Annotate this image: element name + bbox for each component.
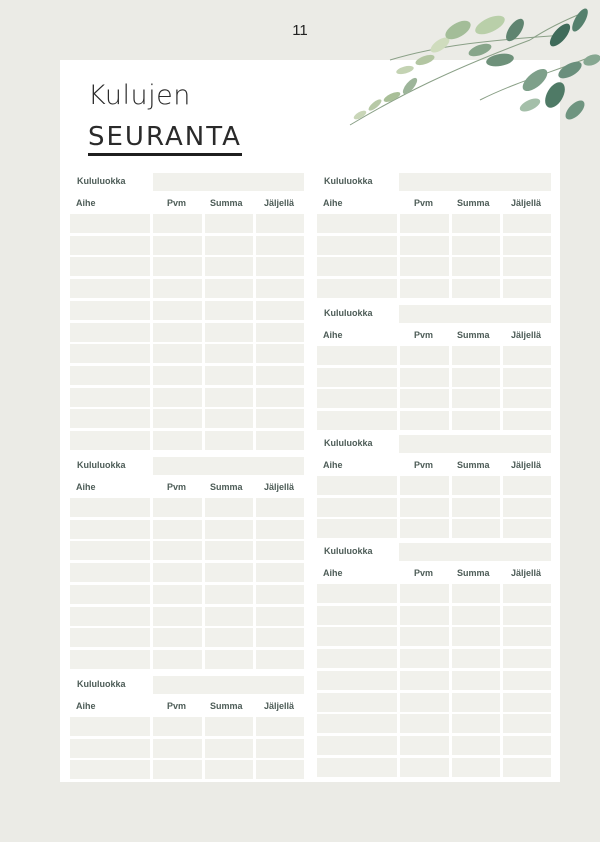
amount-cell[interactable] (452, 714, 500, 733)
category-row (317, 305, 551, 323)
date-cell[interactable] (153, 650, 202, 669)
date-cell[interactable] (153, 409, 202, 428)
table-row (70, 431, 304, 450)
category-label: Kululuokka (77, 176, 126, 186)
date-cell[interactable] (153, 366, 202, 385)
category-input[interactable] (399, 305, 551, 323)
amount-cell[interactable] (452, 736, 500, 755)
amount-cell[interactable] (452, 279, 500, 298)
amount-cell[interactable] (205, 520, 253, 539)
table-row (317, 758, 551, 777)
remaining-cell[interactable] (256, 498, 304, 517)
table-row (317, 671, 551, 690)
date-cell[interactable] (400, 368, 449, 387)
amount-cell[interactable] (205, 301, 253, 320)
amount-cell[interactable] (452, 346, 500, 365)
table-row (317, 346, 551, 365)
date-cell[interactable] (153, 214, 202, 233)
subject-cell[interactable] (317, 279, 397, 298)
amount-cell[interactable] (205, 717, 253, 736)
page-title-line1: Kulujen (88, 80, 191, 111)
table-row (70, 650, 304, 669)
subject-cell[interactable] (317, 758, 397, 777)
amount-column-header: Summa (210, 701, 243, 711)
remaining-cell[interactable] (256, 650, 304, 669)
date-cell[interactable] (153, 236, 202, 255)
subject-cell[interactable] (70, 739, 150, 758)
subject-cell[interactable] (317, 476, 397, 495)
date-cell[interactable] (400, 519, 449, 538)
table-row (317, 714, 551, 733)
subject-cell[interactable] (70, 323, 150, 342)
amount-cell[interactable] (205, 628, 253, 647)
table-row (70, 409, 304, 428)
column-header-row (70, 198, 304, 212)
remaining-cell[interactable] (503, 736, 551, 755)
subject-column-header: Aihe (323, 460, 343, 470)
date-cell[interactable] (400, 736, 449, 755)
amount-cell[interactable] (452, 649, 500, 668)
table-row (70, 628, 304, 647)
category-row (70, 173, 304, 191)
remaining-cell[interactable] (503, 368, 551, 387)
table-row (317, 736, 551, 755)
category-row (70, 676, 304, 694)
subject-cell[interactable] (70, 257, 150, 276)
date-cell[interactable] (153, 344, 202, 363)
date-cell[interactable] (153, 388, 202, 407)
category-label: Kululuokka (324, 176, 373, 186)
table-row (317, 236, 551, 255)
amount-cell[interactable] (205, 323, 253, 342)
subject-cell[interactable] (70, 344, 150, 363)
date-column-header: Pvm (414, 198, 434, 208)
table-row (317, 498, 551, 517)
date-cell[interactable] (153, 279, 202, 298)
category-label: Kululuokka (324, 438, 373, 448)
amount-cell[interactable] (205, 409, 253, 428)
date-column-header: Pvm (414, 568, 434, 578)
subject-cell[interactable] (317, 627, 397, 646)
subject-cell[interactable] (70, 279, 150, 298)
date-cell[interactable] (153, 739, 202, 758)
remaining-cell[interactable] (256, 760, 304, 779)
subject-cell[interactable] (70, 520, 150, 539)
table-row (70, 257, 304, 276)
subject-cell[interactable] (317, 714, 397, 733)
table-row (317, 693, 551, 712)
date-cell[interactable] (400, 257, 449, 276)
subject-column-header: Aihe (323, 330, 343, 340)
subject-column-header: Aihe (76, 482, 96, 492)
date-cell[interactable] (400, 498, 449, 517)
category-row (70, 457, 304, 475)
remaining-cell[interactable] (503, 714, 551, 733)
amount-cell[interactable] (205, 739, 253, 758)
amount-cell[interactable] (205, 388, 253, 407)
remaining-cell[interactable] (256, 628, 304, 647)
subject-cell[interactable] (317, 236, 397, 255)
remaining-cell[interactable] (256, 739, 304, 758)
date-cell[interactable] (400, 758, 449, 777)
subject-cell[interactable] (70, 366, 150, 385)
category-input[interactable] (153, 457, 304, 475)
subject-cell[interactable] (70, 236, 150, 255)
table-row (70, 366, 304, 385)
table-row (70, 717, 304, 736)
date-cell[interactable] (400, 649, 449, 668)
table-row (70, 236, 304, 255)
amount-cell[interactable] (205, 585, 253, 604)
date-cell[interactable] (400, 671, 449, 690)
subject-cell[interactable] (317, 214, 397, 233)
table-row (317, 214, 551, 233)
amount-cell[interactable] (452, 693, 500, 712)
date-cell[interactable] (400, 584, 449, 603)
amount-cell[interactable] (452, 758, 500, 777)
table-row (317, 411, 551, 430)
table-row (70, 301, 304, 320)
subject-cell[interactable] (70, 388, 150, 407)
date-column-header: Pvm (167, 198, 187, 208)
remaining-cell[interactable] (503, 693, 551, 712)
subject-cell[interactable] (317, 346, 397, 365)
date-cell[interactable] (153, 607, 202, 626)
remaining-cell[interactable] (503, 346, 551, 365)
amount-cell[interactable] (452, 236, 500, 255)
category-input[interactable] (399, 543, 551, 561)
amount-column-header: Summa (457, 568, 490, 578)
date-column-header: Pvm (167, 482, 187, 492)
amount-cell[interactable] (452, 411, 500, 430)
remaining-cell[interactable] (256, 388, 304, 407)
date-cell[interactable] (400, 714, 449, 733)
table-row (317, 627, 551, 646)
date-cell[interactable] (153, 717, 202, 736)
subject-cell[interactable] (317, 368, 397, 387)
remaining-cell[interactable] (256, 409, 304, 428)
category-input[interactable] (153, 676, 304, 694)
remaining-cell[interactable] (503, 279, 551, 298)
table-row (70, 323, 304, 342)
table-row (317, 476, 551, 495)
amount-column-header: Summa (457, 198, 490, 208)
date-cell[interactable] (153, 323, 202, 342)
remaining-cell[interactable] (503, 519, 551, 538)
table-row (317, 584, 551, 603)
remaining-cell[interactable] (503, 411, 551, 430)
date-cell[interactable] (153, 541, 202, 560)
amount-cell[interactable] (205, 431, 253, 450)
remaining-cell[interactable] (256, 301, 304, 320)
column-header-row (317, 198, 551, 212)
date-cell[interactable] (400, 389, 449, 408)
remaining-cell[interactable] (256, 520, 304, 539)
subject-cell[interactable] (70, 431, 150, 450)
category-label: Kululuokka (324, 308, 373, 318)
remaining-cell[interactable] (503, 649, 551, 668)
date-column-header: Pvm (167, 701, 187, 711)
table-row (317, 606, 551, 625)
table-row (70, 585, 304, 604)
date-cell[interactable] (153, 498, 202, 517)
date-cell[interactable] (400, 627, 449, 646)
amount-column-header: Summa (210, 482, 243, 492)
column-header-row (317, 460, 551, 474)
amount-cell[interactable] (205, 257, 253, 276)
subject-cell[interactable] (70, 607, 150, 626)
date-cell[interactable] (153, 301, 202, 320)
subject-cell[interactable] (317, 498, 397, 517)
subject-cell[interactable] (317, 693, 397, 712)
amount-cell[interactable] (452, 584, 500, 603)
table-row (70, 563, 304, 582)
amount-cell[interactable] (452, 389, 500, 408)
remaining-cell[interactable] (256, 585, 304, 604)
amount-cell[interactable] (452, 627, 500, 646)
remaining-cell[interactable] (503, 671, 551, 690)
subject-cell[interactable] (70, 628, 150, 647)
table-row (70, 739, 304, 758)
remaining-cell[interactable] (256, 541, 304, 560)
amount-cell[interactable] (452, 671, 500, 690)
subject-cell[interactable] (317, 519, 397, 538)
date-cell[interactable] (400, 606, 449, 625)
column-header-row (317, 330, 551, 344)
subject-cell[interactable] (317, 671, 397, 690)
table-row (70, 541, 304, 560)
remaining-cell[interactable] (503, 758, 551, 777)
remaining-cell[interactable] (256, 344, 304, 363)
table-row (70, 498, 304, 517)
amount-cell[interactable] (452, 498, 500, 517)
page-number: 11 (292, 22, 308, 39)
amount-cell[interactable] (452, 257, 500, 276)
date-cell[interactable] (153, 431, 202, 450)
amount-cell[interactable] (205, 279, 253, 298)
amount-cell[interactable] (205, 650, 253, 669)
remaining-column-header: Jäljellä (264, 198, 295, 208)
subject-cell[interactable] (317, 606, 397, 625)
subject-cell[interactable] (70, 717, 150, 736)
remaining-cell[interactable] (256, 257, 304, 276)
amount-cell[interactable] (452, 476, 500, 495)
remaining-cell[interactable] (503, 389, 551, 408)
remaining-column-header: Jäljellä (511, 460, 542, 470)
category-row (317, 543, 551, 561)
date-cell[interactable] (153, 585, 202, 604)
category-label: Kululuokka (324, 546, 373, 556)
category-input[interactable] (399, 435, 551, 453)
subject-cell[interactable] (317, 257, 397, 276)
date-cell[interactable] (153, 628, 202, 647)
remaining-cell[interactable] (256, 431, 304, 450)
subject-cell[interactable] (70, 409, 150, 428)
amount-cell[interactable] (205, 236, 253, 255)
date-cell[interactable] (400, 476, 449, 495)
subject-cell[interactable] (70, 585, 150, 604)
remaining-cell[interactable] (503, 236, 551, 255)
page-title-line2: SEURANTA (88, 121, 242, 156)
date-cell[interactable] (400, 236, 449, 255)
subject-column-header: Aihe (323, 568, 343, 578)
remaining-cell[interactable] (503, 498, 551, 517)
amount-column-header: Summa (210, 198, 243, 208)
amount-cell[interactable] (205, 563, 253, 582)
remaining-cell[interactable] (256, 366, 304, 385)
remaining-cell[interactable] (256, 214, 304, 233)
remaining-cell[interactable] (503, 476, 551, 495)
subject-cell[interactable] (317, 584, 397, 603)
amount-cell[interactable] (205, 541, 253, 560)
table-row (70, 760, 304, 779)
amount-cell[interactable] (205, 760, 253, 779)
remaining-column-header: Jäljellä (511, 330, 542, 340)
category-input[interactable] (399, 173, 551, 191)
table-row (70, 607, 304, 626)
amount-cell[interactable] (205, 498, 253, 517)
subject-column-header: Aihe (76, 701, 96, 711)
date-cell[interactable] (153, 563, 202, 582)
remaining-column-header: Jäljellä (264, 482, 295, 492)
subject-cell[interactable] (70, 214, 150, 233)
remaining-cell[interactable] (503, 606, 551, 625)
subject-column-header: Aihe (323, 198, 343, 208)
column-header-row (70, 701, 304, 715)
table-row (70, 388, 304, 407)
date-column-header: Pvm (414, 330, 434, 340)
date-cell[interactable] (400, 693, 449, 712)
eucalyptus-leaves-illustration (330, 0, 600, 135)
remaining-cell[interactable] (503, 584, 551, 603)
remaining-column-header: Jäljellä (511, 568, 542, 578)
date-cell[interactable] (153, 257, 202, 276)
amount-cell[interactable] (452, 214, 500, 233)
subject-cell[interactable] (70, 498, 150, 517)
date-column-header: Pvm (414, 460, 434, 470)
subject-cell[interactable] (70, 541, 150, 560)
amount-column-header: Summa (457, 460, 490, 470)
amount-column-header: Summa (457, 330, 490, 340)
remaining-cell[interactable] (503, 627, 551, 646)
table-row (70, 520, 304, 539)
remaining-cell[interactable] (256, 717, 304, 736)
category-row (317, 173, 551, 191)
table-row (317, 368, 551, 387)
column-header-row (70, 482, 304, 496)
remaining-cell[interactable] (256, 563, 304, 582)
amount-cell[interactable] (205, 344, 253, 363)
subject-cell[interactable] (317, 649, 397, 668)
subject-cell[interactable] (70, 760, 150, 779)
category-label: Kululuokka (77, 460, 126, 470)
remaining-cell[interactable] (256, 236, 304, 255)
date-cell[interactable] (400, 214, 449, 233)
subject-cell[interactable] (317, 411, 397, 430)
subject-column-header: Aihe (76, 198, 96, 208)
subject-cell[interactable] (70, 563, 150, 582)
table-row (70, 214, 304, 233)
amount-cell[interactable] (205, 214, 253, 233)
remaining-cell[interactable] (256, 279, 304, 298)
date-cell[interactable] (400, 411, 449, 430)
date-cell[interactable] (400, 279, 449, 298)
category-label: Kululuokka (77, 679, 126, 689)
table-row (317, 519, 551, 538)
amount-cell[interactable] (452, 368, 500, 387)
category-input[interactable] (153, 173, 304, 191)
remaining-cell[interactable] (256, 323, 304, 342)
remaining-cell[interactable] (256, 607, 304, 626)
date-cell[interactable] (400, 346, 449, 365)
table-row (317, 649, 551, 668)
table-row (317, 257, 551, 276)
amount-cell[interactable] (452, 606, 500, 625)
table-row (70, 279, 304, 298)
column-header-row (317, 568, 551, 582)
amount-cell[interactable] (452, 519, 500, 538)
remaining-cell[interactable] (503, 214, 551, 233)
date-cell[interactable] (153, 520, 202, 539)
remaining-cell[interactable] (503, 257, 551, 276)
remaining-column-header: Jäljellä (511, 198, 542, 208)
date-cell[interactable] (153, 760, 202, 779)
remaining-column-header: Jäljellä (264, 701, 295, 711)
subject-cell[interactable] (70, 301, 150, 320)
table-row (70, 344, 304, 363)
table-row (317, 389, 551, 408)
subject-cell[interactable] (70, 650, 150, 669)
amount-cell[interactable] (205, 366, 253, 385)
category-row (317, 435, 551, 453)
subject-cell[interactable] (317, 736, 397, 755)
subject-cell[interactable] (317, 389, 397, 408)
table-row (317, 279, 551, 298)
amount-cell[interactable] (205, 607, 253, 626)
